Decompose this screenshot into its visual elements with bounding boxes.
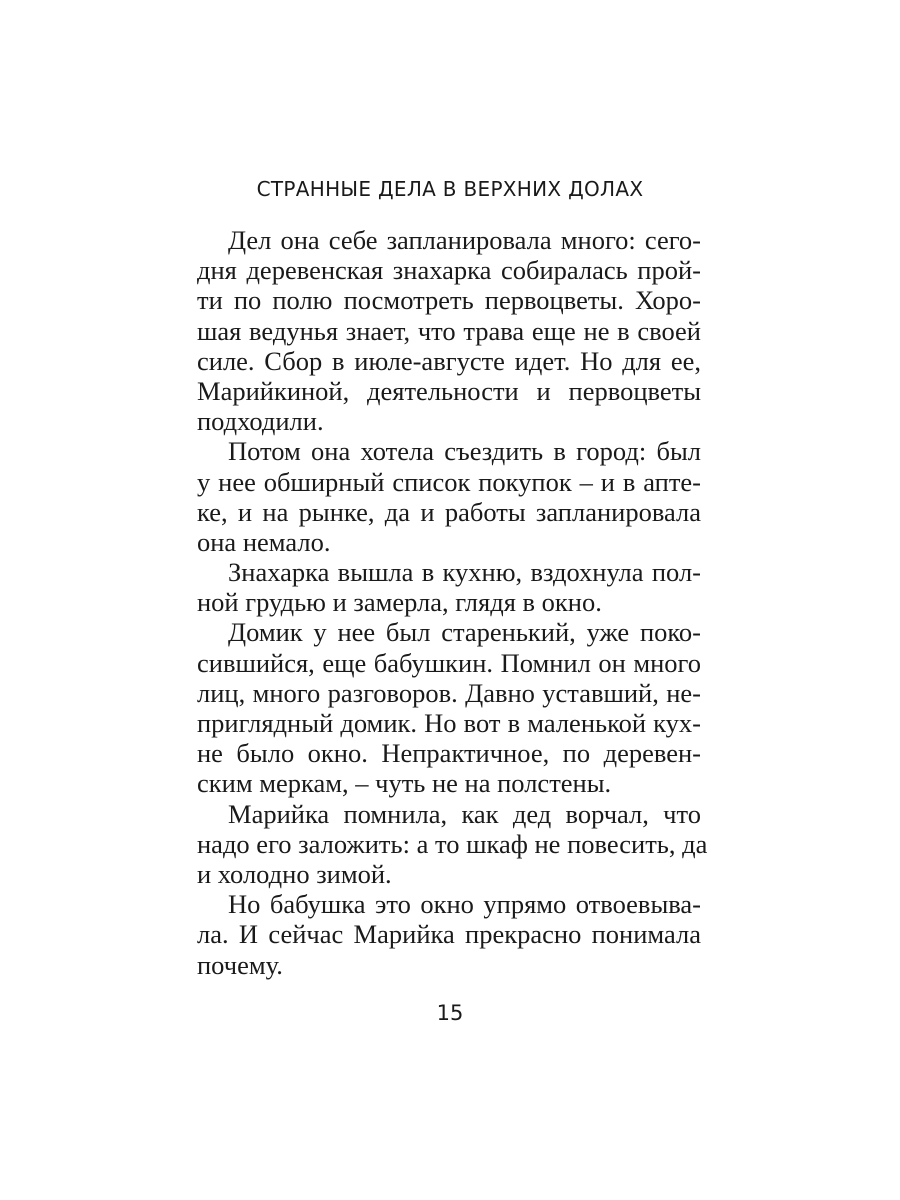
- text-line: лиц, много разговоров. Давно уставший, не-: [197, 677, 701, 708]
- text-line: и холодно зимой.: [197, 858, 392, 889]
- text-line: почему.: [197, 949, 283, 980]
- text-line: ти по полю посмотреть первоцветы. Хоро-: [197, 285, 701, 316]
- text-line: у нее обширный список покупок – и в апте-: [197, 466, 701, 497]
- text-line: ла. И сейчас Марийка прекрасно понимала: [197, 919, 701, 950]
- text-line: Потом она хотела съездить в город: был: [228, 436, 701, 467]
- text-line: приглядный домик. Но вот в маленькой кух-: [197, 708, 701, 738]
- text-line: ке, и на рынке, да и работы запланировала: [197, 496, 701, 527]
- running-title: СТРАННЫЕ ДЕЛА В ВЕРХНИХ ДОЛАХ: [256, 177, 644, 201]
- page-number: 15: [436, 1001, 464, 1025]
- text-line: она немало.: [197, 526, 331, 557]
- text-line: Марийка помнила, как дед ворчал, что: [228, 798, 701, 829]
- text-line: Марийкиной, деятельности и первоцветы: [197, 375, 701, 406]
- text-line: ским меркам, – чуть не на полстены.: [197, 768, 612, 799]
- text-line: надо его заложить: а то шкаф не повесить, да: [197, 828, 708, 859]
- text-line: дня деревенская знахарка собиралась прой-: [197, 255, 701, 286]
- text-line: Но бабушка это окно упрямо отвоевыва-: [228, 889, 701, 920]
- text-line: сившийся, еще бабушкин. Помнил он много: [197, 647, 701, 678]
- text-line: подходили.: [197, 406, 324, 437]
- text-line: шая ведунья знает, что трава еще не в своей: [197, 315, 701, 346]
- text-line: не было окно. Непрактичное, по деревен-: [197, 738, 701, 769]
- text-line: силе. Сбор в июле-августе идет. Но для ее,: [197, 345, 701, 376]
- text-line: Дел она себе запланировала много: сего-: [228, 225, 701, 255]
- text-line: Домик у нее был старенький, уже поко-: [228, 617, 701, 648]
- text-line: Знахарка вышла в кухню, вздохнула пол-: [228, 557, 701, 588]
- text-line: ной грудью и замерла, глядя в окно.: [197, 587, 602, 618]
- body-text: [197, 225, 708, 980]
